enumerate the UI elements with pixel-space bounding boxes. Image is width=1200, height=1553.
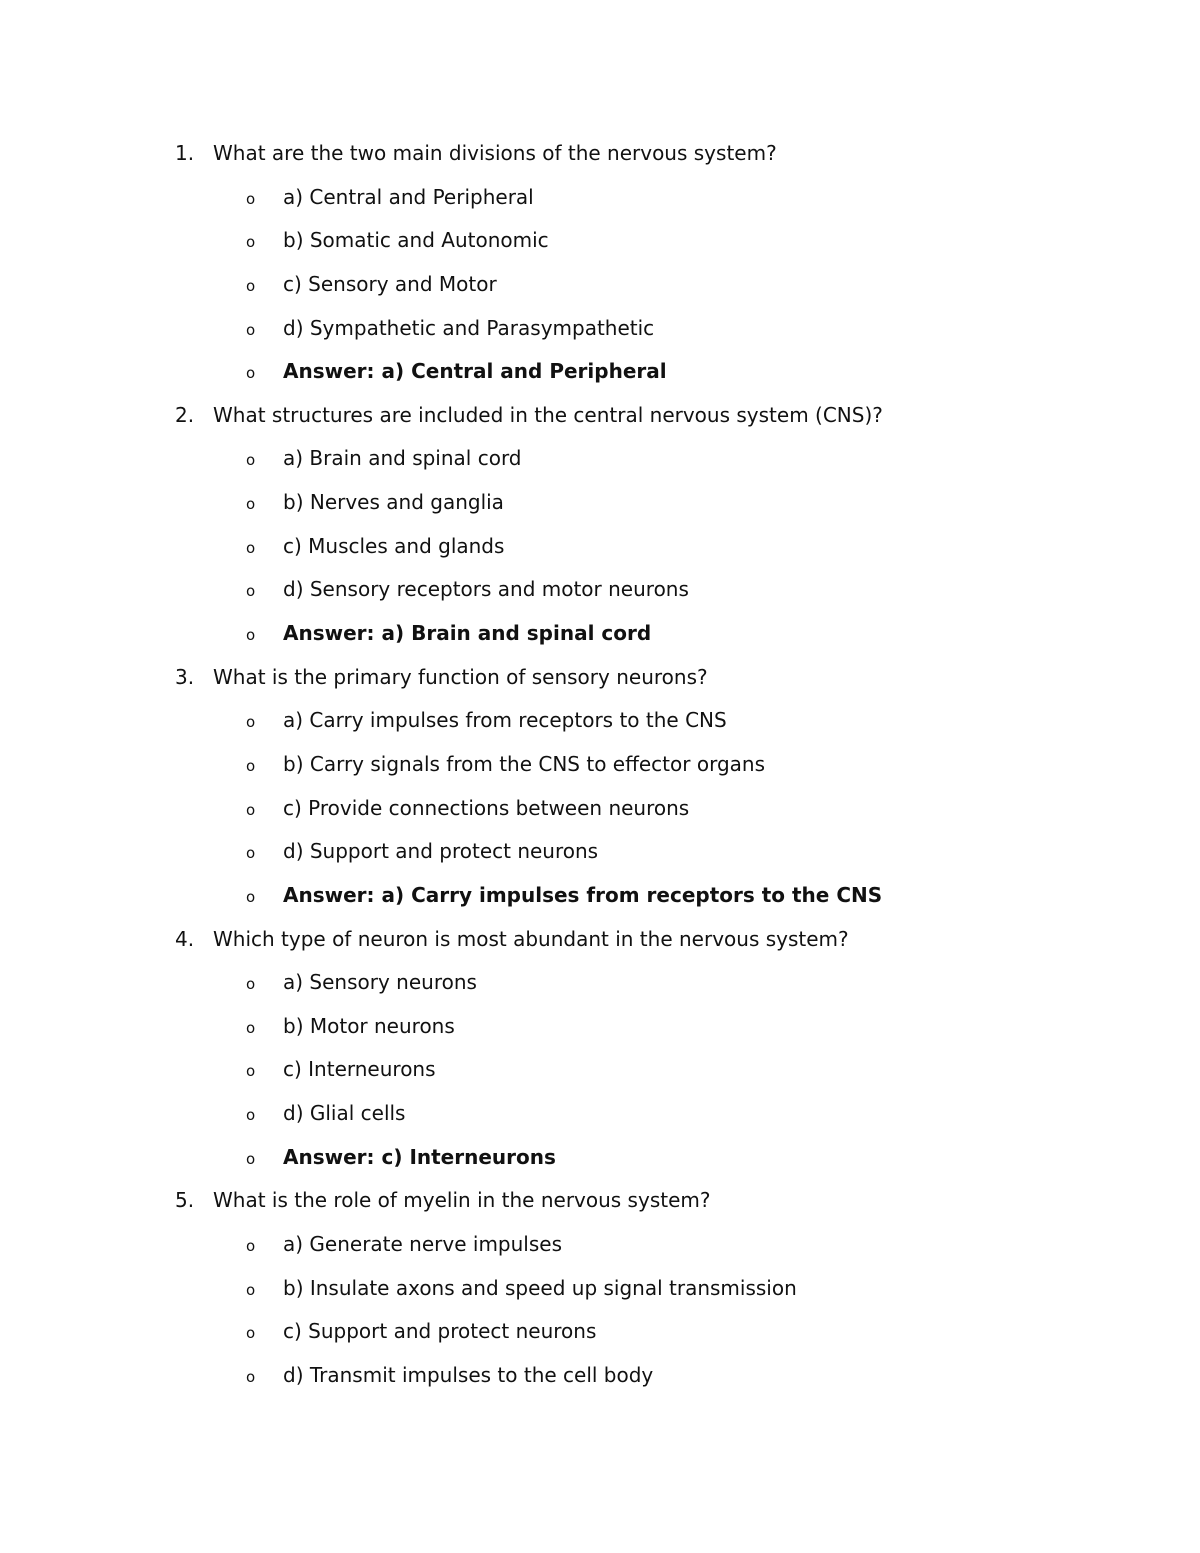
option-text: b) Somatic and Autonomic bbox=[283, 228, 549, 253]
option-text: a) Carry impulses from receptors to the CNS bbox=[283, 708, 727, 733]
bullet-marker: o bbox=[246, 1324, 256, 1343]
option-item bbox=[0, 176, 1200, 220]
option-item bbox=[0, 1223, 1200, 1267]
bullet-marker: o bbox=[246, 1367, 256, 1386]
bullet-marker: o bbox=[246, 189, 256, 208]
bullet-marker: o bbox=[246, 1018, 256, 1037]
answer-item bbox=[0, 612, 1200, 656]
answer-text: Answer: a) Brain and spinal cord bbox=[283, 621, 652, 646]
question-item bbox=[0, 394, 1200, 438]
bullet-marker: o bbox=[246, 582, 256, 601]
bullet-marker: o bbox=[246, 538, 256, 557]
question-item bbox=[0, 918, 1200, 962]
bullet-marker: o bbox=[246, 975, 256, 994]
answer-text: Answer: a) Central and Peripheral bbox=[283, 359, 667, 384]
option-item bbox=[0, 263, 1200, 307]
question-number: 1. bbox=[175, 141, 195, 165]
option-item bbox=[0, 1005, 1200, 1049]
bullet-marker: o bbox=[246, 844, 256, 863]
question-list bbox=[0, 132, 1200, 1398]
option-item bbox=[0, 743, 1200, 787]
option-text: d) Sensory receptors and motor neurons bbox=[283, 577, 689, 602]
answer-item bbox=[0, 350, 1200, 394]
option-item bbox=[0, 568, 1200, 612]
answer-text: Answer: c) Interneurons bbox=[283, 1144, 556, 1169]
option-text: c) Muscles and glands bbox=[283, 533, 505, 558]
answer-item bbox=[0, 1136, 1200, 1180]
bullet-marker: o bbox=[246, 626, 256, 645]
question-number: 3. bbox=[175, 664, 195, 689]
bullet-marker: o bbox=[246, 1106, 256, 1125]
question-item bbox=[0, 132, 1200, 176]
question-number: 2. bbox=[175, 402, 195, 427]
question-text: What are the two main divisions of the nervous system? bbox=[213, 141, 777, 165]
bullet-marker: o bbox=[246, 1062, 256, 1081]
option-item bbox=[0, 219, 1200, 263]
bullet-marker: o bbox=[246, 1280, 256, 1299]
option-text: d) Glial cells bbox=[283, 1101, 406, 1126]
option-item bbox=[0, 307, 1200, 351]
bullet-marker: o bbox=[246, 276, 256, 295]
bullet-marker: o bbox=[246, 1149, 256, 1168]
answer-item bbox=[0, 874, 1200, 918]
option-item bbox=[0, 1267, 1200, 1311]
question-text: What structures are included in the central nervous system (CNS)? bbox=[213, 402, 883, 427]
bullet-marker: o bbox=[246, 495, 256, 514]
option-text: d) Sympathetic and Parasympathetic bbox=[283, 315, 655, 340]
option-text: b) Carry signals from the CNS to effector organs bbox=[283, 751, 765, 776]
option-item bbox=[0, 961, 1200, 1005]
option-item bbox=[0, 1092, 1200, 1136]
option-item bbox=[0, 787, 1200, 831]
question-number: 4. bbox=[175, 926, 195, 951]
bullet-marker: o bbox=[246, 756, 256, 775]
question-number: 5. bbox=[175, 1188, 195, 1213]
option-item bbox=[0, 699, 1200, 743]
bullet-marker: o bbox=[246, 1237, 256, 1256]
bullet-marker: o bbox=[246, 451, 256, 470]
option-text: b) Insulate axons and speed up signal transmission bbox=[283, 1275, 797, 1300]
question-text: Which type of neuron is most abundant in the nervous system? bbox=[213, 926, 849, 951]
option-text: d) Support and protect neurons bbox=[283, 839, 599, 864]
option-item bbox=[0, 830, 1200, 874]
option-text: c) Sensory and Motor bbox=[283, 271, 497, 296]
option-text: b) Nerves and ganglia bbox=[283, 490, 504, 515]
option-item bbox=[0, 1310, 1200, 1354]
option-text: a) Sensory neurons bbox=[283, 970, 477, 995]
option-item bbox=[0, 1354, 1200, 1398]
option-text: d) Transmit impulses to the cell body bbox=[283, 1362, 654, 1387]
option-item bbox=[0, 525, 1200, 569]
option-item bbox=[0, 437, 1200, 481]
option-text: c) Interneurons bbox=[283, 1057, 436, 1082]
bullet-marker: o bbox=[246, 800, 256, 819]
question-item bbox=[0, 656, 1200, 700]
option-text: a) Central and Peripheral bbox=[283, 184, 534, 209]
option-item bbox=[0, 481, 1200, 525]
answer-text: Answer: a) Carry impulses from receptors to the CNS bbox=[283, 882, 883, 907]
bullet-marker: o bbox=[246, 887, 256, 906]
option-item bbox=[0, 1048, 1200, 1092]
option-text: a) Brain and spinal cord bbox=[283, 446, 522, 471]
bullet-marker: o bbox=[246, 713, 256, 732]
question-text: What is the role of myelin in the nervous system? bbox=[213, 1188, 711, 1213]
bullet-marker: o bbox=[246, 320, 256, 339]
option-text: c) Support and protect neurons bbox=[283, 1319, 597, 1344]
bullet-marker: o bbox=[246, 364, 256, 383]
question-item bbox=[0, 1179, 1200, 1223]
option-text: b) Motor neurons bbox=[283, 1013, 455, 1038]
bullet-marker: o bbox=[246, 233, 256, 252]
question-text: What is the primary function of sensory neurons? bbox=[213, 664, 708, 689]
option-text: a) Generate nerve impulses bbox=[283, 1232, 562, 1257]
option-text: c) Provide connections between neurons bbox=[283, 795, 690, 820]
